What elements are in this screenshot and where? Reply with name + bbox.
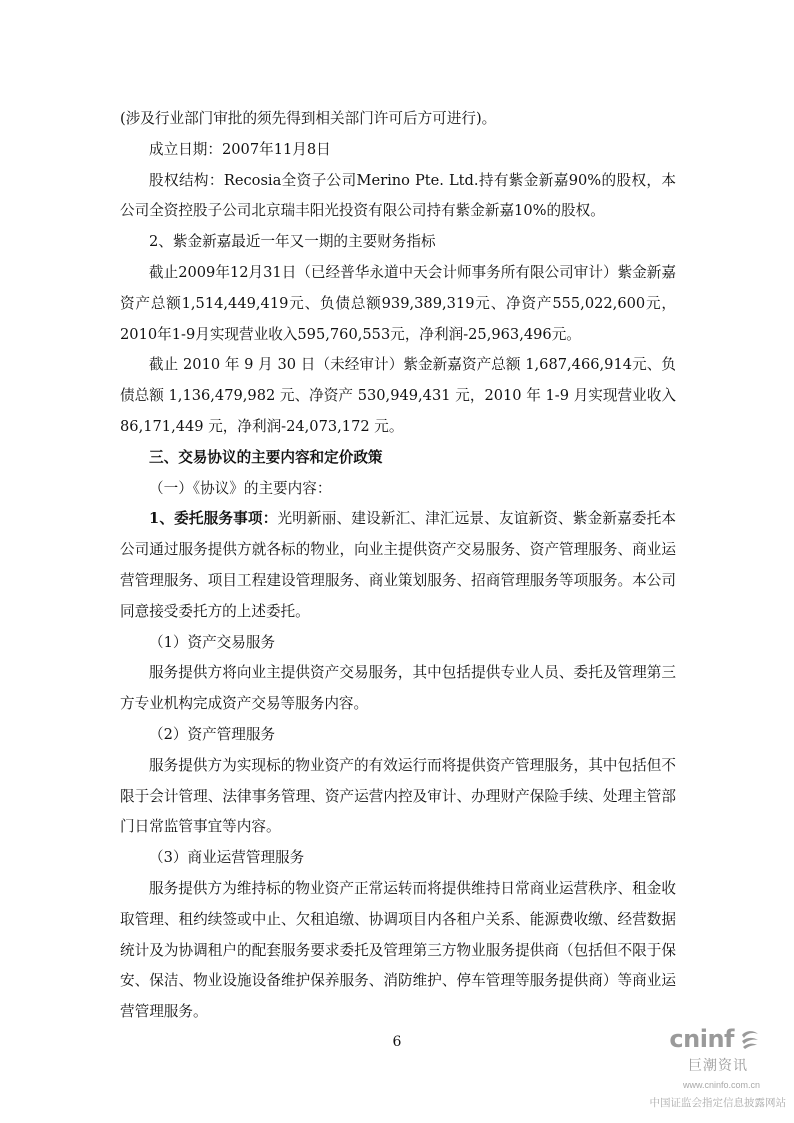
cninfo-logo-text: cninf	[669, 1025, 734, 1053]
subheading-agreement-contents: （一）《协议》的主要内容：	[149, 479, 332, 497]
paragraph-commercial-operation: 服务提供方为维持标的物业资产正常运转而将提供维持日常商业运营秩序、租金收取管理、租约续签或中止、欠租追缴、协调项目内各租户关系、能源费收缴、经营数据统计及为协调租户的配套服务要求委托及管理第三方物业服务提供商（包括但不限于保安、保洁、物业设施设备维护保养服务、消防维护、停车管理等服务提供商）等商业运营管理服务。	[120, 879, 676, 1021]
paragraph-asset-transaction: 服务提供方将向业主提供资产交易服务，其中包括提供专业人员、委托及管理第三方专业机构完成资产交易等服务内容。	[120, 664, 676, 713]
subheading-financial-indicators: 2、紫金新嘉最近一年又一期的主要财务指标	[149, 233, 436, 251]
cninfo-swoosh-icon	[738, 1027, 762, 1051]
cninfo-url: www.cninfo.com.cn	[682, 1080, 760, 1090]
section-heading-agreement: 三、交易协议的主要内容和定价政策	[149, 448, 383, 466]
page-number: 6	[392, 1034, 402, 1050]
paragraph-equity-structure: 股权结构：Recosia全资子公司Merino Pte. Ltd.持有紫金新嘉90%的股权，本公司全资控股子公司北京瑞丰阳光投资有限公司持有紫金新嘉10%的股权。	[120, 171, 676, 220]
paragraph-asset-management: 服务提供方为实现标的物业资产的有效运行而将提供资产管理服务，其中包括但不限于会计管理、法律事务管理、资产运营内控及审计、办理财产保险手续、处理主管部门日常监管事宜等内容。	[120, 756, 676, 836]
cninfo-chinese-name: 巨潮资讯	[688, 1057, 748, 1073]
paragraph-establish-date: 成立日期：2007年11月8日	[149, 140, 331, 158]
paragraph-approval-note: (涉及行业部门审批的须先得到相关部门许可后方可进行)。	[120, 110, 497, 127]
entrusted-services-label: 1、委托服务事项：	[149, 510, 278, 528]
cninfo-logo	[669, 1025, 762, 1053]
cninfo-watermark	[636, 1025, 786, 1117]
subheading-asset-management: （2）资产管理服务	[149, 725, 276, 743]
subheading-commercial-operation: （3）商业运营管理服务	[149, 849, 305, 867]
entrusted-services-text: 光明新丽、建设新汇、津汇远景、友谊新资、紫金新嘉委托本公司通过服务提供方就各标的物业，向业主提供资产交易服务、资产管理服务、商业运营管理服务、项目工程建设管理服务、商业策划服务、招商管理服务等项服务。本公司同意接受委托方的上述委托。	[120, 510, 676, 620]
paragraph-entrusted-services	[120, 504, 676, 627]
paragraph-financials-2010: 截止 2010 年 9 月 30 日（未经审计）紫金新嘉资产总额 1,687,466,914元、负债总额 1,136,479,982 元、净资产 530,949,431 元，2010 年 1-9 月实现营业收入86,171,449 元，净利润-24,073,172 元。	[120, 356, 676, 435]
document-body	[120, 104, 676, 1028]
cninfo-tagline: 中国证监会指定信息披露网站	[649, 1097, 786, 1109]
paragraph-financials-2009: 截止2009年12月31日（已经普华永道中天会计师事务所有限公司审计）紫金新嘉资产总额1,514,449,419元、负债总额939,389,319元、净资产555,022,600元，2010年1-9月实现营业收入595,760,553元，净利润-25,963,496元。	[120, 263, 676, 343]
subheading-asset-transaction: （1）资产交易服务	[149, 633, 276, 651]
